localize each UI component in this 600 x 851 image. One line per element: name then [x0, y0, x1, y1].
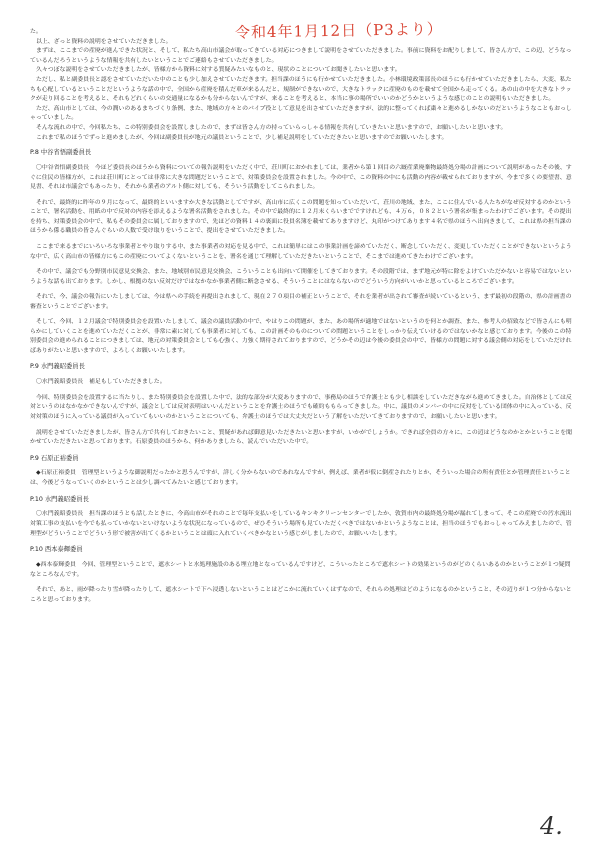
intro-paragraph: これまで私のほうでずっと進めましたが、今回は副委員長が地元の議員ということで、少し補足説明をしていただきたいと思いますのでお願いいたします。: [36, 134, 448, 141]
section-ishihara: [30, 454, 575, 489]
speech-paragraph: 説明をさせていただきましたが、皆さん方で共有しておきたいこと、質疑があれば御意見いただきたいと思いますが、いかがでしょうか。できれば全員の方々に、この辺はどうなのかとかということを聞かせていただきたいと思っております。石原委員のほうから、何かありましたら、読んでいただいた中で。: [30, 429, 573, 446]
speech-paragraph: その中で、議会でも分野別市民意見交換会、また、地域別市民意見交換会、こういうことも出向いて開催をしてきております。その段階では、まず地元が特に除をよけていただかないと容易ではないというような話も出ております。しかし、根拠のない反対だけではなかなか事業者側に断念させる、そういうことにはならないのでどういう方向がいいかと思っているところでございます。: [30, 269, 572, 285]
handwritten-page-number: 4.: [540, 812, 563, 840]
intro-paragraph: ただ、高山市としては、今の潤いのあるまちづくり条例、また、地域の方々とのパイプ役として意見を出させていただきますが、法的に整ってくれば粛々と進めるしかないのだというようなこともおっしゃっていました。: [30, 105, 572, 122]
intro-block: [30, 28, 575, 143]
section-heading: P.9 石原正裕委員: [30, 454, 79, 462]
speech-paragraph: ◆石原正裕委員 管理型というような御説明だったかと思うんですが、詳しく分からないのであれなんですが、例えば、業者が仮に倒産されたりとか、そういった場合の所有責任とか管理責任ということは、今後どうなっていくのかということは少し調べてみたいと感じております。: [30, 470, 571, 487]
transcript-body: [30, 28, 575, 611]
speech-paragraph: それで、最終的に昨年の９月になって、最終的といいますか大きな活動としてですが、高山市に広くこの問題を知っていただいて、荘川の地域、また、ここに住んでいる人たちがなぜ反対するのかということで、署名活動を、用紙の中で反対の内容を添えるような署名活動をされました。その中で最終的に１２月末くらいまでですけれども、４万６，０８２という署名が集まったわけでございます。その提出を持ち、対策委員会の中で、私もその委員会に属しておりますので、先ほどの資料１４の裏面に役員名簿を載せてありますけど、丸印がつけてあります４名で県のほうへ出向きまして、これは県の担当課のほうから係る職員の皆さんぐらいの人数で受け取りをいうことで、提出をさせていただきました。: [30, 199, 572, 235]
section-heading: P.9 水門義昭委員長: [30, 363, 85, 371]
speech-paragraph: 今回、特別委員会を設置するに当たりし、また特別委員会を設置した中で、法的な部分が大変ありますので、事務局のほうで弁護士とも少し相談をしていただきながら進めてきました。自治体としては反対というのはなかなかできないんですが、議会としては反対表明はいいんだということを弁護士のほうでも確約ももらってきました。中に、議員のメンバーの中に反対をしている団体の中に入っている、反対対策のほうに入っている議員が入っていてもいいのかということについても、弁護士のほうでは大丈夫だという了解をいただいてきておりますので、お願いしたいと思います。: [30, 394, 572, 421]
intro-paragraph: ただし、私と副委員長と認をさせていただいた中のことも少し加えさせていただきます。担当課のほうにも行かせていただきました。小林環境政策部長のほうにも行かせていただきましたら、大変、私たちも心配しているということだというような話の中で、全国から産廃を積んだ車が来るんだと、規制ができないので、大きなトラックに産廃のものを載せて全国から走ってくる。あの山の中を大きなトラックが走り回ることを考えると、それもどれくらいの交通量になるかも分からないんですが、来ることを考えると、本当に事の場所でいいのかどうかというような感じのことの説明もいただきました。: [30, 76, 572, 103]
intro-paragraph: まずは、ここまでの産廃が進んできた状況と、そして、私たち高山市議会が取ってきている対応につきまして説明をさせていただきました。事前に資料をお配りしまして、皆さん方で、この辺、どうなっているんだろうというような情報を共有したいということでご連絡もさせていただきました。: [30, 48, 572, 64]
section-nishimoto: [30, 545, 575, 605]
section-heading: P.10 水門義昭委員長: [30, 495, 89, 503]
intro-line: た。: [30, 29, 42, 35]
section-mizukado-2: [30, 495, 575, 540]
intro-paragraph: そんな流れの中で、今回私たち、この特別委員会を設置しましたので、まずは皆さん方の持っていらっしゃる情報を共有していきたいと思いますので、お願いしたいと思います。: [36, 124, 507, 131]
speech-paragraph: ここまで来るまでにいろいろな事業者とやり取りする中、また事業者の対応を見る中で、これは簡単にはこの事業計画を諦めていただく、断念していただく、変更していただくことができないというような中で、広く高山市の皆様方にもこの産廃についてよくないということを、署名を通じて理解していただきたいということで、そこまでは進めてきたわけでございます。: [30, 243, 572, 260]
speech-paragraph: 〇水門義昭委員長 補足もしていただきました。: [36, 379, 166, 386]
section-heading: P.8 中谷省悟副委員長: [30, 149, 92, 157]
intro-paragraph: 久々つぼな説明をさせていただきましたが、皆様方から資料に対する質疑みたいなものと、現状のことについてお聞きしたいと思います。: [36, 67, 401, 74]
speech-paragraph: それで、今、議会の報告にいたしましては、今は県への手続を再提出されまして、現在２７０項目の補正ということで、それを業者が出されて審査が続いているという、まず最初の段階の、県の計画書の審査ということでございます。: [30, 294, 572, 310]
section-nakatani: [30, 148, 575, 356]
intro-paragraph: 以上、ざっと資料の説明をさせていただきました。: [36, 38, 172, 45]
speech-paragraph: 〇中谷省悟副委員長 今ほど委員長のほうから資料についての報告説明をいただく中で、荘川町におかれましては、業者から第１回目の六厩産業廃棄物最終処分場の計画について説明があったその後、すぐに住民の皆様方が、これは荘川町にとっては非常に大きな問題だということで、対策委員会を設置されました。今の中で、この資料の中にも活動の内容が載せられておりますが、今まで多くの要望書、意見書、それは市議会でもあったり、それから業者のアルト側に対しても、そういう活動をしてこられました。: [30, 165, 572, 191]
speech-paragraph: 〇水門義昭委員長 担当課のほうとも話したときに、今高山市がそれのことで毎年支払いをしているキンキクリーンセンターでしたか、敦賀市内の最終処分場が漏れてしまって、そこの産廃での汚水流出対策工事の支払いを今でも払っていかないといけないような状況になっているので、ぜひそういう場所も見ていただくべきではないかというようなことは、担当のほうでもおっしゃってみえましたので、管理型がどういうことでどういう形で被害が出てくるかということは頭に入れていくべきかなという感じがしましたので、お願いいたします。: [30, 511, 572, 537]
speech-paragraph: そして、今回、１２月議会で特別委員会を設置いたしまして、議会の議員活動の中で、やはりこの問題が、また、あの場所が適地ではないというのを何とか調査、また、参考人の招致などで皆さんにも明らかにしていくことを進めていただくことが、非常に素に対しても事業者に対しても、この計画そのものについての問題ということをしっかり伝えていけるのではないかなと感じております。今後のこの特別委員会の進められることにつきましては、地元の対策委員会としても心強く、力強く期待されておりますので、どうかその辺は今後の委員会の中で、皆様方の問題に対する議会側の対応をしていただければありがたいと思いますので、よろしくお願いいたします。: [30, 319, 572, 354]
section-mizukado-1: [30, 362, 575, 447]
handwritten-date-header: 令和4年1月12日（P3より）: [234, 19, 443, 42]
speech-paragraph: ◆西本泰輝委員 今回、管理型ということで、遮水シートと水処理施設のある埋立地となっているんですけど、こういったところで遮水シートの効果というのがどのくらいあるのかということが１つ疑問なところなんです。: [30, 562, 571, 578]
section-heading: P.10 西本泰輝委員: [30, 546, 83, 554]
speech-paragraph: それで、あと、雨が降ったり雪が降ったりして、遮水シートで下へ浸透しないということはどこかに流れていくはずなので、それらの処理はどのようになるのかということ、その辺りが１つ分からないところと思っております。: [30, 587, 572, 603]
